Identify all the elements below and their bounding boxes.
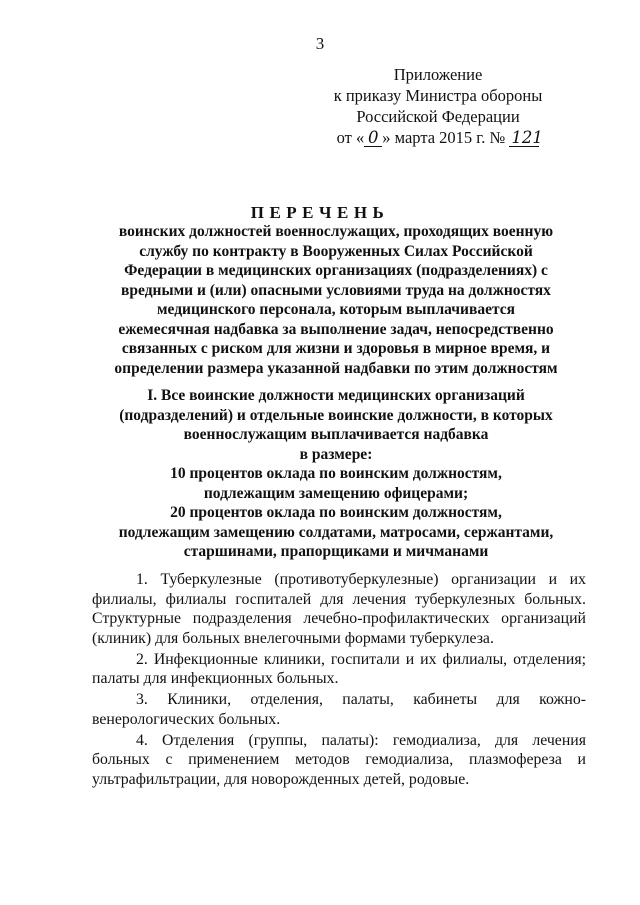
subtitle-line: медицинского персонала, которым выплачивается bbox=[156, 301, 516, 318]
section-line: 10 процентов оклада по воинским должностям, bbox=[170, 465, 502, 482]
section-line: подлежащим замещению солдатами, матросами, сержантами, bbox=[118, 523, 554, 541]
subtitle-line: вредными и (или) опасными условиями труда на должностях bbox=[121, 281, 551, 299]
handwritten-order-number: 121 bbox=[511, 128, 543, 147]
section-line: I. Все воинские должности медицинских организаций bbox=[147, 387, 525, 404]
document-title: ПЕРЕЧЕНЬ bbox=[250, 203, 390, 222]
appendix-header bbox=[300, 64, 576, 148]
page-number: 3 bbox=[315, 34, 325, 53]
subtitle-line: связанных с риском для жизни и здоровья в мирное время, и bbox=[121, 340, 551, 357]
section-line: военнослужащим выплачивается надбавка bbox=[183, 426, 489, 443]
positions-list bbox=[92, 570, 586, 791]
list-item: 2. Инфекционные клиники, госпитали и их филиалы, отделения; палаты для инфекционных больных. bbox=[92, 650, 586, 687]
appendix-date-line bbox=[300, 127, 576, 148]
section-line: 20 процентов оклада по воинским должностям, bbox=[170, 504, 502, 521]
section-line: (подразделений) и отдельные воинские должности, в которых bbox=[119, 406, 553, 424]
appendix-country: Российской Федерации bbox=[356, 107, 520, 126]
section-heading bbox=[96, 386, 576, 562]
section-line: подлежащим замещению офицерами; bbox=[203, 484, 469, 502]
subtitle-line: службу по контракту в Вооруженных Силах Российской bbox=[139, 242, 533, 260]
section-line: старшинами, прапорщиками и мичманами bbox=[183, 543, 489, 560]
date-prefix: от « bbox=[336, 128, 365, 147]
list-item: 4. Отделения (группы, палаты): гемодиализа, для лечения больных с применением методов гемодиализа, плазмофереза и ультрафильтрации, для новорожденных детей, родовые. bbox=[92, 731, 586, 788]
appendix-label: Приложение bbox=[393, 65, 483, 84]
appendix-order-ref: к приказу Министра обороны bbox=[333, 86, 543, 105]
handwritten-day: 0 bbox=[364, 130, 382, 147]
subtitle-line: воинских должностей военнослужащих, проходящих военную bbox=[118, 223, 554, 240]
document-subtitle bbox=[96, 222, 576, 378]
list-item: 1. Туберкулезные (противотуберкулезные) организации и их филиалы, филиалы госпиталей для лечения туберкулезных больных. Структурные подразделения лечебно-профилактических организаций (клиник) для больных внелегочными формами туберкулеза. bbox=[92, 571, 586, 647]
date-middle: » марта 2015 г. № bbox=[382, 128, 506, 147]
list-item: 3. Клиники, отделения, палаты, кабинеты для кожно-венерологических больных. bbox=[92, 691, 586, 728]
subtitle-line: ежемесячная надбавка за выполнение задач, непосредственно bbox=[118, 320, 554, 338]
section-line: в размере: bbox=[299, 445, 373, 463]
subtitle-line: определении размера указанной надбавки по этим должностям bbox=[114, 359, 558, 377]
subtitle-line: Федерации в медицинских организациях (подразделениях) с bbox=[124, 262, 548, 279]
